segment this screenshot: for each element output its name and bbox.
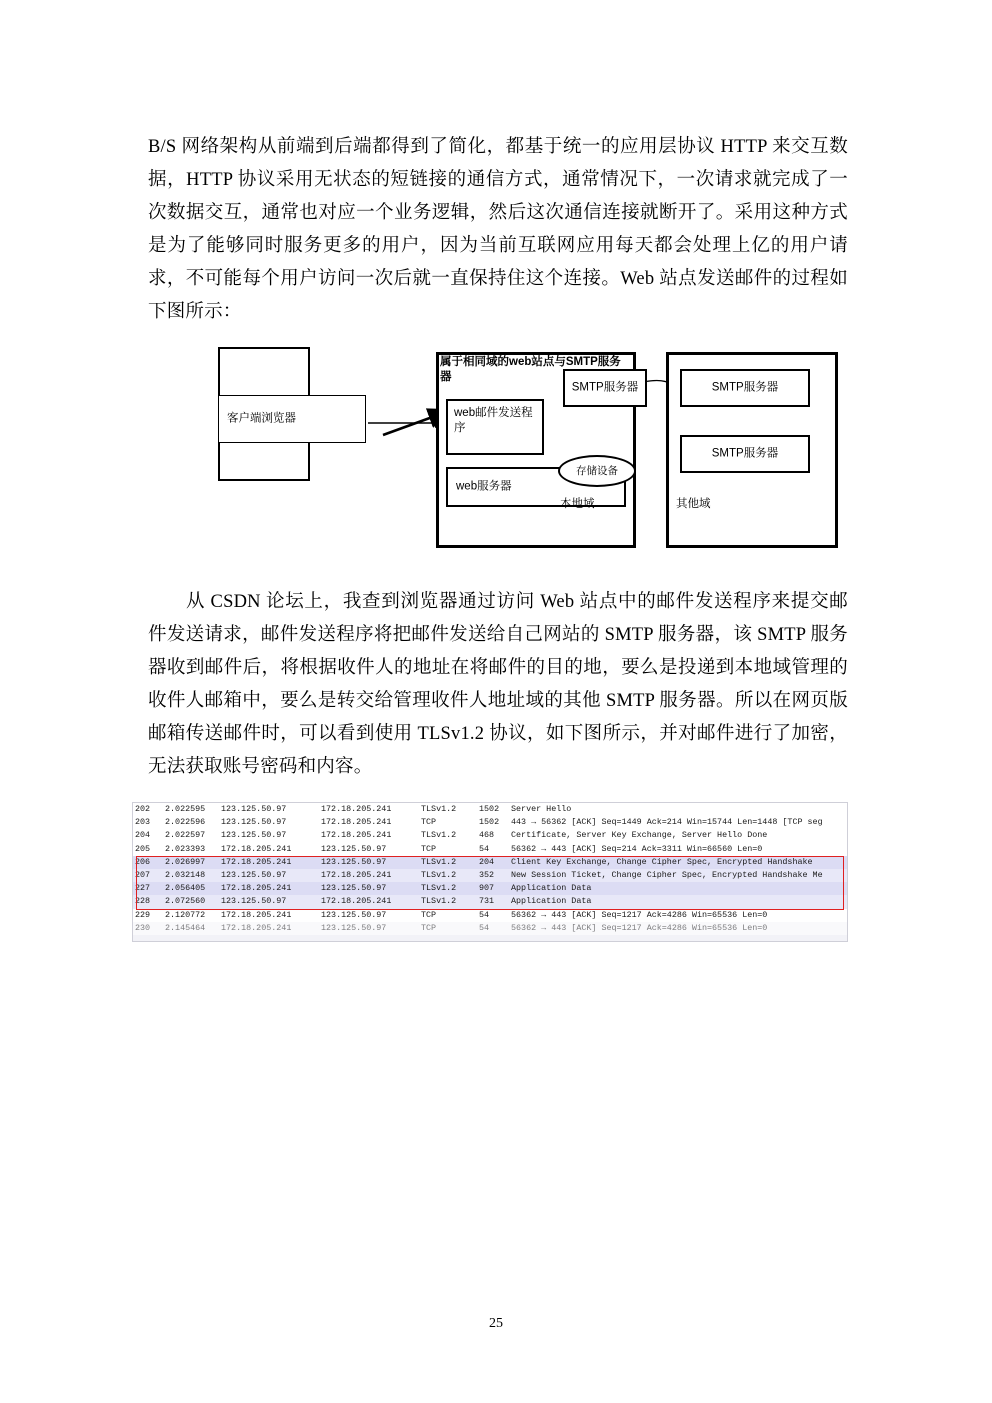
packet-row[interactable] (133, 816, 847, 829)
other-smtp-server-2-label: SMTP服务器 (711, 447, 779, 460)
packet-cell-dst: 123.125.50.97 (321, 856, 387, 867)
packet-cell-no: 227 (135, 883, 151, 894)
packet-cell-time: 2.145464 (165, 922, 206, 933)
packet-cell-src: 172.18.205.241 (221, 909, 292, 920)
packet-cell-time: 2.022597 (165, 830, 206, 841)
client-browser-box (218, 395, 366, 443)
packet-cell-src: 172.18.205.241 (221, 843, 292, 854)
packet-cell-src: 123.125.50.97 (221, 896, 287, 907)
packet-cell-src: 123.125.50.97 (221, 804, 287, 814)
packet-cell-time: 2.026997 (165, 856, 206, 867)
packet-cell-info: 56362 → 443 [ACK] Seq=1217 Ack=4286 Win=65536 Len=0 (511, 922, 768, 933)
packet-cell-info: New Session Ticket, Change Cipher Spec, Encrypted Handshake Me (511, 870, 823, 881)
packet-cell-proto: TLSv1.2 (421, 830, 457, 841)
packet-cell-src: 172.18.205.241 (221, 922, 292, 933)
packet-cell-src: 123.125.50.97 (221, 870, 287, 881)
packet-cell-dst: 172.18.205.241 (321, 817, 392, 828)
paragraph-1: B/S 网络架构从前端到后端都得到了简化，都基于统一的应用层协议 HTTP 来交互数据，HTTP 协议采用无状态的短链接的通信方式，通常情况下，一次请求就完成了一次数据交互，通常也对应一个业务逻辑，然后这次通信连接就断开了。采用这种方式是为了能够同时服务更多的用户，因为当前互联网应用每天都会处理上亿的用户请求，不可能每个用户访问一次后就一直保持住这个连接。Web 站点发送邮件的过程如下图所示： (148, 136, 848, 322)
packet-cell-no: 230 (135, 922, 151, 933)
packet-cell-info: Client Key Exchange, Change Cipher Spec, Encrypted Handshake (511, 856, 813, 867)
packet-cell-dst: 123.125.50.97 (321, 843, 387, 854)
packet-cell-dst: 123.125.50.97 (321, 883, 387, 894)
packet-cell-proto: TCP (421, 922, 437, 933)
packet-cell-src: 172.18.205.241 (221, 856, 292, 867)
packet-cell-info: Application Data (511, 896, 592, 907)
packet-cell-len: 54 (479, 909, 490, 920)
packet-cell-time: 2.120772 (165, 909, 206, 920)
packet-cell-len: 204 (479, 856, 495, 867)
packet-cell-len: 1502 (479, 817, 500, 828)
page-number: 25 (489, 1316, 503, 1331)
packet-row[interactable] (133, 869, 847, 882)
packet-cell-time: 2.032148 (165, 870, 206, 881)
packet-cell-dst: 172.18.205.241 (321, 830, 392, 841)
packet-cell-proto: TLSv1.2 (421, 856, 457, 867)
packet-cell-dst: 172.18.205.241 (321, 896, 392, 907)
other-smtp-server-2-box (680, 435, 810, 473)
packet-cell-proto: TCP (421, 817, 437, 828)
diagram-canvas (218, 347, 838, 562)
packet-cell-time: 2.056405 (165, 883, 206, 894)
paragraph-2: 从 CSDN 论坛上，我查到浏览器通过访问 Web 站点中的邮件发送程序来提交邮件发送请求，邮件发送程序将把邮件发送给自己网站的 SMTP 服务器，该 SMTP 服务器收到邮件后，将根据收件人的地址在将邮件的目的地，要么是投递到本地域管理的收件人邮箱中，要么是转交给管理收件人地址域的其他 SMTP 服务器。所以在网页版邮箱传送邮件时，可以看到使用 TLSv1.2 协议，如下图所示，并对邮件进行了加密，无法获取账号密码和内容。 (148, 591, 848, 777)
local-domain-label: 本地域 (560, 498, 595, 510)
packet-cell-proto: TCP (421, 909, 437, 920)
packet-cell-no: 202 (135, 804, 151, 814)
packet-cell-len: 731 (479, 896, 495, 907)
packet-cell-no: 206 (135, 856, 151, 867)
packet-cell-time: 2.022595 (165, 804, 206, 814)
packet-cell-dst: 172.18.205.241 (321, 870, 392, 881)
storage-device-ellipse: 存储设备 (558, 455, 636, 487)
packet-cell-proto: TCP (421, 843, 437, 854)
packet-cell-len: 54 (479, 922, 490, 933)
client-browser-label: 客户端浏览器 (227, 412, 296, 425)
packet-cell-info: 56362 → 443 [ACK] Seq=214 Ack=3311 Win=66560 Len=0 (511, 843, 763, 854)
packet-row[interactable] (133, 909, 847, 922)
mail-flow-diagram (148, 347, 848, 567)
packet-cell-info: 443 → 56362 [ACK] Seq=1449 Ack=214 Win=15744 Len=1448 [TCP seg (511, 817, 823, 828)
packet-cell-len: 468 (479, 830, 495, 841)
wireshark-capture-screenshot (132, 802, 848, 942)
packet-cell-info: Application Data (511, 883, 592, 894)
packet-cell-no: 205 (135, 843, 151, 854)
packet-cell-dst: 123.125.50.97 (321, 922, 387, 933)
packet-cell-no: 204 (135, 830, 151, 841)
packet-cell-len: 54 (479, 843, 490, 854)
packet-cell-src: 172.18.205.241 (221, 883, 292, 894)
other-smtp-server-1-label: SMTP服务器 (711, 381, 779, 394)
packet-row[interactable] (133, 829, 847, 842)
packet-cell-no: 203 (135, 817, 151, 828)
packet-cell-time: 2.072560 (165, 896, 206, 907)
web-server-label: web服务器 (456, 480, 512, 493)
packet-cell-proto: TLSv1.2 (421, 870, 457, 881)
packet-cell-dst: 123.125.50.97 (321, 909, 387, 920)
packet-cell-info: Certificate, Server Key Exchange, Server Hello Done (511, 830, 768, 841)
packet-cell-info: 56362 → 443 [ACK] Seq=1217 Ack=4286 Win=65536 Len=0 (511, 909, 768, 920)
other-domain-label: 其他域 (676, 498, 711, 510)
packet-list-table (133, 803, 847, 935)
packet-cell-proto: TLSv1.2 (421, 804, 457, 814)
packet-cell-no: 229 (135, 909, 151, 920)
packet-cell-len: 1502 (479, 804, 500, 814)
page-content (135, 112, 848, 942)
packet-cell-proto: TLSv1.2 (421, 883, 457, 894)
packet-cell-info: Server Hello (511, 804, 572, 814)
packet-cell-no: 207 (135, 870, 151, 881)
packet-cell-no: 228 (135, 896, 151, 907)
packet-cell-src: 123.125.50.97 (221, 817, 287, 828)
web-mail-sender-box (446, 399, 544, 455)
packet-row[interactable] (133, 922, 847, 935)
packet-cell-time: 2.022596 (165, 817, 206, 828)
packet-list-body (133, 803, 847, 935)
local-smtp-server-label: SMTP服务器 (571, 381, 639, 394)
packet-cell-time: 2.023393 (165, 843, 206, 854)
local-smtp-server-box (563, 369, 647, 407)
packet-row[interactable] (133, 856, 847, 869)
packet-cell-proto: TLSv1.2 (421, 896, 457, 907)
packet-cell-len: 352 (479, 870, 495, 881)
other-smtp-server-1-box (680, 369, 810, 407)
packet-row[interactable] (133, 803, 847, 816)
packet-cell-dst: 172.18.205.241 (321, 804, 392, 814)
packet-row[interactable] (133, 843, 847, 856)
packet-row[interactable] (133, 895, 847, 908)
packet-cell-len: 907 (479, 883, 495, 894)
web-mail-sender-label: web邮件发送程序 (454, 407, 533, 434)
same-domain-group-label: 属于相同域的web站点与SMTP服务器 (440, 356, 621, 383)
packet-row[interactable] (133, 882, 847, 895)
packet-cell-src: 123.125.50.97 (221, 830, 287, 841)
